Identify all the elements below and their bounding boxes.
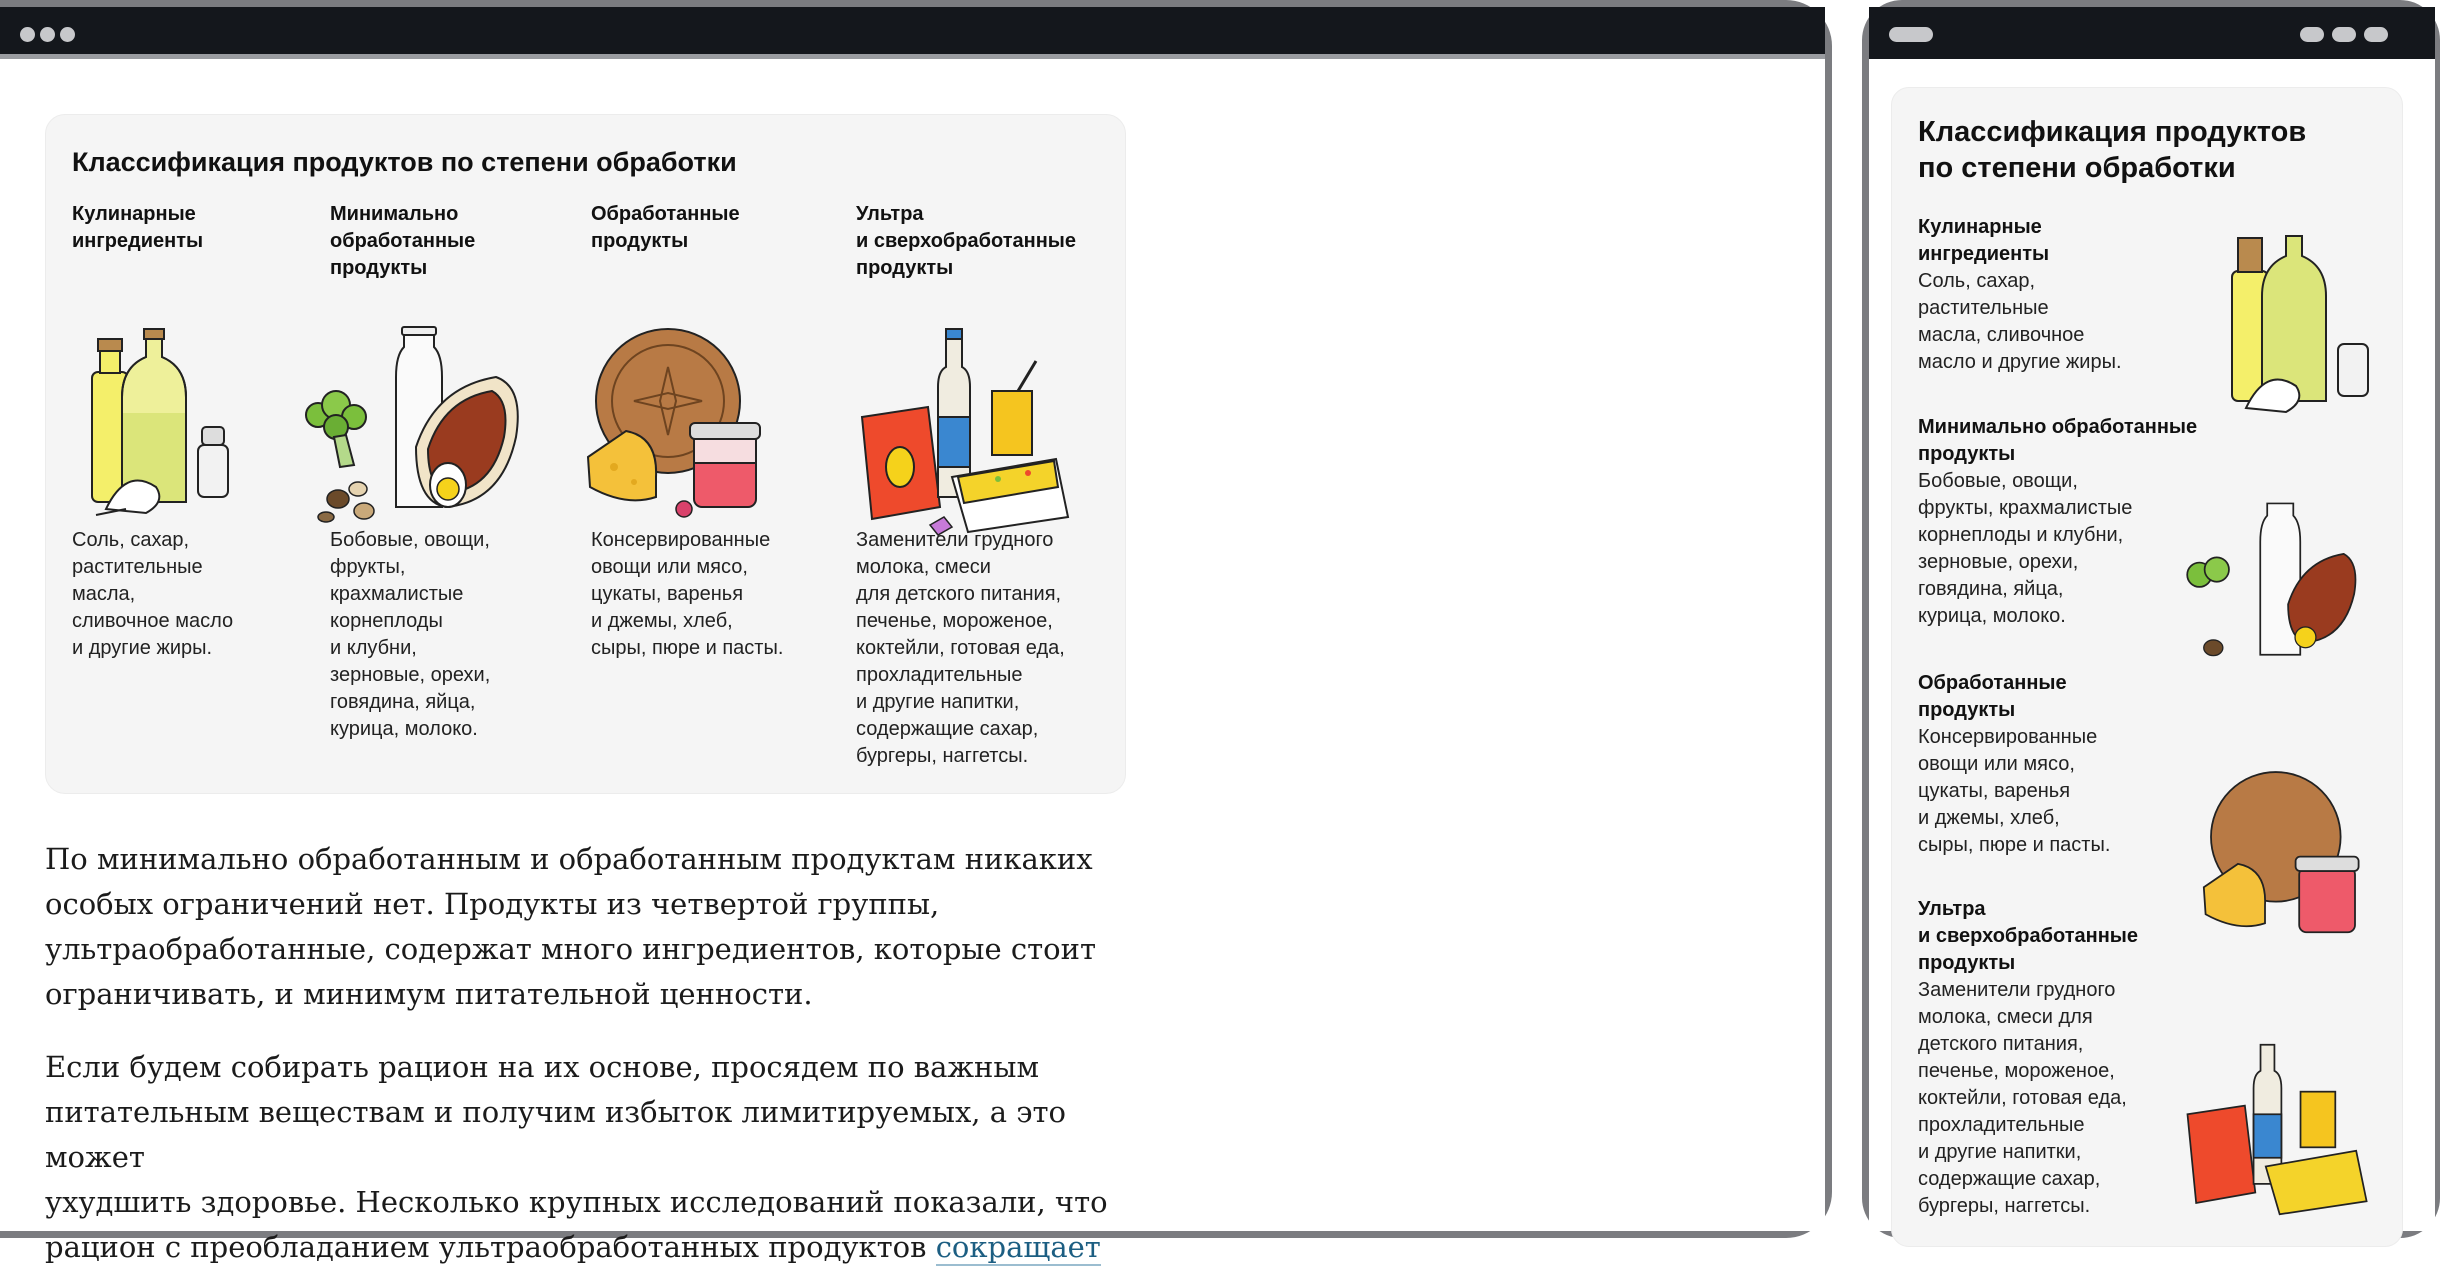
window-pill-icon[interactable] (2332, 27, 2356, 42)
category-heading: Обработанные продукты (591, 203, 740, 252)
category-block (1918, 896, 2178, 1220)
category-heading: Кулинарные ингредиенты (1918, 216, 2050, 265)
category-column (72, 201, 302, 255)
category-description: Заменители грудного молока, смеси для детского питания, печенье, мороженое, коктейли, готовая еда, прохладительные и другие напитки, содержащие сахар, бургеры, наггетсы. (1918, 979, 2127, 1217)
category-heading: Минимально обработанные продукты (330, 203, 476, 279)
window-dot-icon[interactable] (20, 27, 35, 42)
bread-cheese-jam-illustration (2202, 768, 2382, 948)
category-description: Заменители грудного молока, смеси для детского питания, печенье, мороженое, коктейли, готовая еда, прохладительные и другие напитки, содержащие сахар, бургеры, наггетсы. (856, 529, 1065, 767)
milk-meat-broccoli-illustration (2182, 488, 2382, 678)
category-description: Консервированные овощи или мясо, цукаты, варенья и джемы, хлеб, сыры, пюре и пасты. (1918, 726, 2111, 856)
card-title: Классификация продуктов по степени обработки (1918, 116, 2307, 184)
bread-cheese-jam-illustration (586, 327, 786, 522)
category-heading: Ультра и сверхобработанные продукты (1918, 898, 2138, 974)
desktop-page (0, 64, 1825, 1264)
soda-chips-readymeal-illustration (2184, 1032, 2384, 1227)
classification-card (1891, 87, 2403, 1247)
category-heading: Минимально обработанные продукты (1918, 416, 2198, 465)
mobile-titlebar (1869, 7, 2435, 59)
window-pill-icon[interactable] (1889, 27, 1933, 42)
article-paragraph: По минимально обработанным и обработанным продуктам никаких особых ограничений нет. Продукты из четвертой группы, ультраобработанные, содержат много ингредиентов, которые стоит ограничивать, и минимум питательной ценности. (45, 842, 1097, 1011)
category-description: Соль, сахар, растительные масла, сливочное масло и другие жиры. (72, 529, 234, 659)
mobile-page (1869, 59, 2435, 1231)
window-pill-icon[interactable] (2364, 27, 2388, 42)
category-column (856, 201, 1116, 282)
window-dot-icon[interactable] (40, 27, 55, 42)
category-block (1918, 670, 2178, 859)
category-description: Соль, сахар, растительные масла, сливочное масло и другие жиры. (1918, 270, 2122, 373)
window-pill-icon[interactable] (2300, 27, 2324, 42)
oil-bottles-salt-illustration (86, 327, 236, 517)
article-link[interactable]: сокращает (935, 1230, 1101, 1264)
category-heading: Обработанные продукты (1918, 672, 2067, 721)
category-heading: Кулинарные ингредиенты (72, 203, 204, 252)
classification-card (45, 114, 1126, 794)
window-dot-icon[interactable] (60, 27, 75, 42)
milk-meat-broccoli-illustration (306, 327, 536, 522)
card-title: Классификация продуктов по степени обработки (72, 147, 737, 177)
category-block (1918, 214, 2178, 376)
category-description: Бобовые, овощи, фрукты, крахмалистые корнеплоды и клубни, зерновые, орехи, говядина, яйца, курица, молоко. (1918, 470, 2133, 627)
desktop-titlebar (0, 7, 1825, 59)
category-heading: Ультра и сверхобработанные продукты (856, 203, 1076, 279)
oil-bottles-salt-illustration (2226, 226, 2376, 416)
soda-chips-readymeal-illustration (858, 327, 1088, 542)
article-paragraph: Если будем собирать рацион на их основе, просядем по важным питательным веществам и получим избыток лимитируемых, а это может ухудшить здоровье. Несколько крупных исследований показали, что рацион с преобладанием ультраобработанных продуктов сокращает (45, 1050, 1108, 1264)
category-description: Бобовые, овощи, фрукты, крахмалистые корнеплоды и клубни, зерновые, орехи, говядина, яйца, курица, молоко. (330, 529, 491, 740)
category-description: Консервированные овощи или мясо, цукаты, варенья и джемы, хлеб, сыры, пюре и пасты. (591, 529, 784, 659)
category-block (1918, 414, 2218, 630)
category-column (330, 201, 570, 282)
category-column (591, 201, 831, 255)
mobile-browser-frame (1862, 0, 2440, 1238)
